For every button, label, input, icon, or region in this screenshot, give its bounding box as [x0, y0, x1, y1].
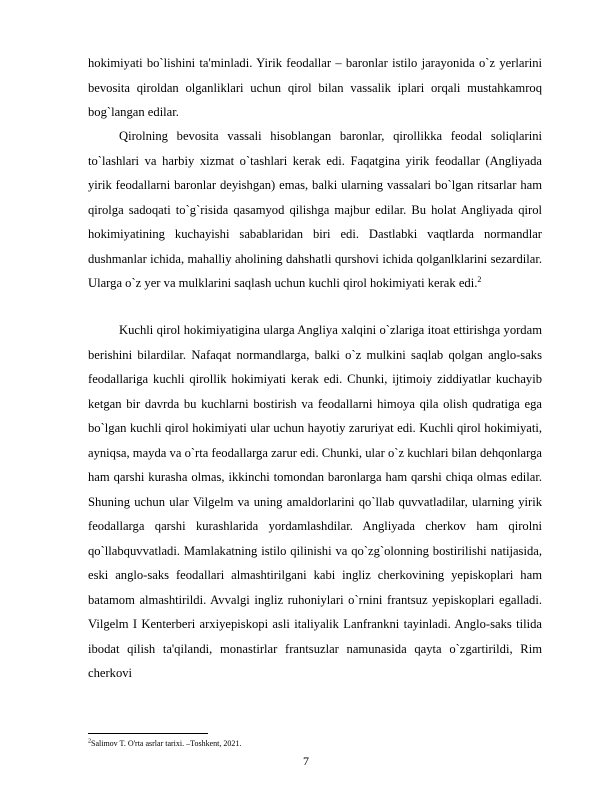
paragraph-1: hokimiyati bo`lishini ta'minladi. Yirik feodallar – baronlar istilo jarayonida o`z yerlarini bevosita qiroldan olganliklari uchun qirol bilan vassalik iplari orqali mustahkamroq bog`langan edilar. [88, 56, 542, 119]
paragraph-2 [88, 124, 542, 296]
page-number: 7 [303, 754, 309, 768]
footnote-reference[interactable]: 2 [477, 274, 482, 284]
paragraph-2-text: Qirolning bevosita vassali hisoblangan baronlar, qirollikka feodal soliqlarini to`lashlari va harbiy xizmat o`tashlari kerak edi. Faqatgina yirik feodallar (Angliyada yirik feodallarni baronlar deyishgan) emas, balki ularning vassalari bo`lgan ritsarlar ham qirolga sadoqati to`g`risida qasamyod qilishga majbur edilar. Bu holat Angliyada qirol hokimiyatining kuchayishi sabablaridan biri edi. Dastlabki vaqtlarda normandlar dushmanlar ichida, mahalliy aholining dahshatli qurshovi ichida qolganlklarini sezardilar. Ularga o`z yer va mulklarini saqlash uchun kuchli qirol hokimiyati kerak edi. [88, 129, 542, 290]
footnote-text: Salimov T. O'rta asrlar tarixi. –Toshkent, 2021. [91, 739, 242, 748]
paragraph-3: Kuchli qirol hokimiyatigina ularga Angliya xalqini o`zlariga itoat ettirishga yordam berishini bilardilar. Nafaqat normandlarga, balki o`z mulkini saqlab qolgan anglo-saks feodallariga kuchli qirollik hokimiyati kerak edi. Chunki, ijtimoiy ziddiyatlar kuchayib ketgan bir davrda bu kuchlarni bostirish va feodallarni himoya qila olish qudratiga ega bo`lgan kuchli qirol hokimiyati ular uchun hayotiy zaruriyat edi. Kuchli qirol hokimiyati, ayniqsa, mayda va o`rta feodallarga zarur edi. Chunki, ular o`z kuchlari bilan dehqonlarga ham qarshi kurasha olmas, ikkinchi tomondan baronlarga ham qarshi chiqa olmas edilar. Shuning uchun ular Vilgelm va uning amaldorlarini qo`llab quvvatladilar, ularning yirik feodallarga qarshi kurashlarida yordamlashdilar. Angliyada cherkov ham qirolni qo`llabquvvatladi. Mamlakatning istilo qilinishi va qo`zg`olonning bostirilishi natijasida, eski anglo-saks feodallari almashtirilgani kabi ingliz cherkovining yepiskoplari ham batamom almashtirildi. Avvalgi ingliz ruhoniylari o`rnini frantsuz yepiskoplari egalladi. Vilgelm I Kenterberi arxiyepiskopi asli italiyalik Lanfrankni tayinladi. Anglo-saks tilida ibodat qilish ta'qilandi, monastirlar frantsuzlar namunasida qayta o`zgartirildi, Rim cherkovi [88, 323, 542, 680]
footnote-number: 2 [88, 738, 91, 745]
footnote [88, 738, 241, 749]
footnote-divider [88, 733, 208, 734]
